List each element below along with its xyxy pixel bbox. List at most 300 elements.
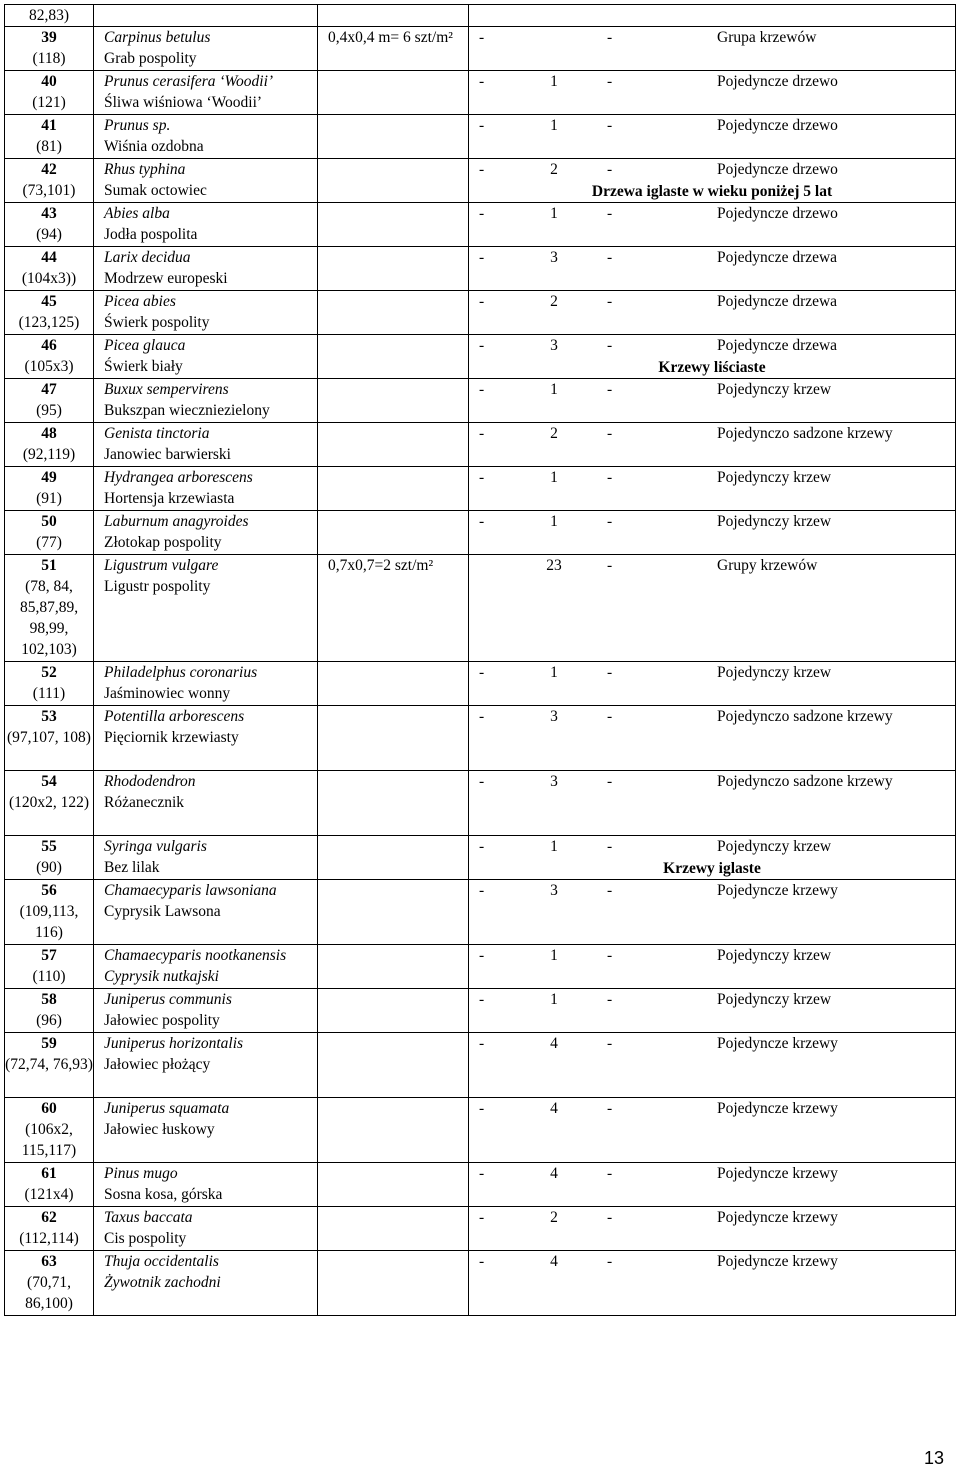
species-cell [94,511,318,555]
item-references: (110) [32,968,66,985]
description-line [469,247,955,268]
description-cell [469,247,956,291]
dash-marker: - [607,29,613,46]
number-cell [5,335,94,379]
number-cell [5,1207,94,1251]
polish-name: Jałowiec płożący [104,1056,211,1073]
item-count: 4 [550,1253,558,1270]
item-number: 54 [41,773,57,790]
number-cell [5,836,94,880]
item-count: 1 [550,205,558,222]
item-references: (112,114) [19,1230,79,1247]
planting-description: Pojedyncze krzewy [717,1100,838,1117]
table-row [5,1163,956,1207]
quantity-cell [318,706,469,771]
description-line [469,71,955,92]
item-number: 43 [41,205,57,222]
description-cell [469,115,956,159]
polish-name: Bukszpan wieczniezielony [104,402,270,419]
table-row [5,467,956,511]
description-line [469,555,955,576]
number-cell [5,291,94,335]
planting-description: Pojedyncze drzewo [717,161,838,178]
quantity-cell [318,1207,469,1251]
quantity-cell [318,1251,469,1316]
table-row [5,291,956,335]
quantity-cell [318,662,469,706]
quantity-cell [318,291,469,335]
polish-name: Cis pospolity [104,1230,187,1247]
species-cell [94,247,318,291]
latin-name: Larix decidua [104,249,191,266]
dash-marker: - [479,882,485,899]
planting-description: Pojedyncze krzewy [717,1165,838,1182]
number-cell [5,1098,94,1163]
item-references: (94) [36,226,62,243]
number-cell [5,159,94,203]
dash-marker: - [479,1100,485,1117]
item-count: 2 [550,293,558,310]
species-cell [94,203,318,247]
table-row [5,335,956,379]
latin-name: Juniperus communis [104,991,232,1008]
polish-name: Jodła pospolita [104,226,198,243]
dash-marker: - [479,838,485,855]
quantity-cell [318,880,469,945]
number-cell [5,379,94,423]
description-cell [469,989,956,1033]
species-cell [94,989,318,1033]
dash-marker: - [607,838,613,855]
table-row [5,989,956,1033]
planting-description: Pojedynczy krzew [717,991,832,1008]
species-cell [94,467,318,511]
dash-marker: - [479,1035,485,1052]
quantity-cell [318,771,469,836]
number-cell [5,423,94,467]
item-count: 3 [550,882,558,899]
polish-name: Śliwa wiśniowa ‘Woodii’ [104,94,263,111]
species-table [4,4,956,1316]
number-cell [5,1251,94,1316]
item-count: 23 [546,557,562,574]
dash-marker: - [479,947,485,964]
polish-name: Cyprysik Lawsona [104,903,221,920]
dash-marker: - [607,773,613,790]
description-cell [469,1163,956,1207]
item-references: (72,74, 76,93) [5,1056,93,1073]
dash-marker: - [607,947,613,964]
item-number: 47 [41,381,57,398]
species-cell [94,335,318,379]
section-header: Drzewa iglaste w wieku poniżej 5 lat [591,183,833,200]
table-row [5,706,956,771]
latin-name: Picea abies [104,293,176,310]
number-cell [5,203,94,247]
description-line [469,706,955,727]
dash-marker: - [607,249,613,266]
planting-description: Pojedynczy krzew [717,469,832,486]
item-number: 45 [41,293,57,310]
species-cell [94,159,318,203]
item-number: 44 [41,249,57,266]
dash-marker: - [479,513,485,530]
dash-marker: - [479,991,485,1008]
table-row [5,1251,956,1316]
dash-marker: - [607,1100,613,1117]
latin-name: Taxus baccata [104,1209,193,1226]
table-row [5,203,956,247]
table-row [5,662,956,706]
quantity-cell [318,159,469,203]
quantity-cell [318,836,469,880]
section-header: Krzewy iglaste [663,860,761,877]
planting-description: Pojedyncze krzewy [717,1253,838,1270]
description-cell [469,1098,956,1163]
description-line [469,989,955,1010]
species-cell [94,71,318,115]
species-cell [94,1207,318,1251]
description-cell [469,27,956,71]
table-row [5,423,956,467]
quantity-cell [318,467,469,511]
dash-marker: - [479,293,485,310]
number-cell [5,71,94,115]
dash-marker: - [607,205,613,222]
polish-name: Jałowiec łuskowy [104,1121,215,1138]
table-row [5,945,956,989]
description-cell [469,1251,956,1316]
polish-name: Hortensja krzewiasta [104,490,235,507]
species-cell [94,555,318,662]
number-cell [5,706,94,771]
dash-marker: - [607,337,613,354]
description-line [469,467,955,488]
item-number: 48 [41,425,57,442]
item-number: 56 [41,882,57,899]
item-number: 53 [41,708,57,725]
dash-marker: - [479,73,485,90]
latin-name: Rhus typhina [104,161,186,178]
polish-name: Sumak octowiec [104,182,207,199]
description-line [469,115,955,136]
dash-marker: - [479,664,485,681]
number-cell [5,27,94,71]
species-cell [94,1033,318,1098]
latin-name: Picea glauca [104,337,186,354]
description-line [469,159,955,180]
quantity-cell [318,423,469,467]
planting-description: Pojedynczy krzew [717,513,832,530]
latin-name: Ligustrum vulgare [104,557,219,574]
dash-marker: - [607,293,613,310]
item-references: (91) [36,490,62,507]
polish-name: Złotokap pospolity [104,534,222,551]
table-row [5,1098,956,1163]
latin-name: Prunus cerasifera ‘Woodii’ [104,73,274,90]
polish-name: Jałowiec pospolity [104,1012,220,1029]
item-references: (90) [36,859,62,876]
latin-name: Chamaecyparis nootkanensis [104,947,287,964]
polish-name: Świerk pospolity [104,314,210,331]
page-number: 13 [923,1448,944,1468]
description-cell [469,423,956,467]
description-line [469,1033,955,1054]
species-cell [94,836,318,880]
dash-marker: - [479,1165,485,1182]
polish-name: Janowiec barwierski [104,446,231,463]
dash-marker: - [607,513,613,530]
table-row [5,71,956,115]
item-number: 58 [41,991,57,1008]
description-cell [469,771,956,836]
number-cell [5,989,94,1033]
item-references: (77) [36,534,62,551]
description-cell [469,335,956,379]
description-line [469,379,955,400]
description-cell [469,555,956,662]
quantity-cell [318,379,469,423]
latin-name: Genista tinctoria [104,425,210,442]
item-references: (78, 84, 85,87,89, 98,99, 102,103) [19,578,79,658]
dash-marker: - [607,664,613,681]
number-cell [5,555,94,662]
species-cell [94,771,318,836]
description-cell [469,706,956,771]
latin-name: Pinus mugo [104,1165,178,1182]
latin-name: Hydrangea arborescens [104,469,253,486]
planting-description: Grupy krzewów [717,557,818,574]
item-count: 1 [550,513,558,530]
latin-name: Prunus sp. [104,117,171,134]
planting-description: Pojedyncze drzewa [717,249,838,266]
species-cell-empty [94,5,318,27]
number-cell [5,467,94,511]
planting-description: Pojedynczo sadzone krzewy [717,425,893,442]
item-references: (70,71, 86,100) [25,1274,73,1312]
species-cell [94,1251,318,1316]
description-line [469,511,955,532]
planting-description: Pojedyncze drzewo [717,205,838,222]
description-cell-empty [469,5,956,27]
description-line [469,335,955,356]
item-number: 62 [41,1209,57,1226]
species-cell [94,115,318,159]
item-count: 1 [550,469,558,486]
description-cell [469,662,956,706]
table-row-fragment [5,5,956,27]
dash-marker: - [479,337,485,354]
species-cell [94,945,318,989]
polish-name: Ligustr pospolity [104,578,211,595]
polish-name: Bez lilak [104,859,160,876]
description-line [469,836,955,857]
item-references: (73,101) [22,182,76,199]
table-row [5,555,956,662]
table-row [5,247,956,291]
item-number: 42 [41,161,57,178]
item-references: (106x2, 115,117) [21,1121,77,1159]
description-cell [469,1033,956,1098]
item-number: 51 [41,557,57,574]
species-cell [94,1098,318,1163]
polish-name: Żywotnik zachodni [104,1274,221,1291]
description-cell [469,467,956,511]
planting-description: Grupa krzewów [717,29,817,46]
species-cell [94,662,318,706]
quantity-cell-empty [318,5,469,27]
quantity-cell [318,247,469,291]
description-cell [469,511,956,555]
planting-description: Pojedynczo sadzone krzewy [717,773,893,790]
item-number: 46 [41,337,57,354]
planting-description: Pojedynczo sadzone krzewy [717,708,893,725]
description-cell [469,203,956,247]
quantity-cell [318,511,469,555]
latin-name: Potentilla arborescens [104,708,245,725]
latin-name: Philadelphus coronarius [104,664,258,681]
dash-marker: - [607,1253,613,1270]
quantity-cell [318,1033,469,1098]
quantity-cell: 0,7x0,7=2 szt/m² [318,555,469,662]
species-cell [94,379,318,423]
description-line [469,423,955,444]
polish-name: Grab pospolity [104,50,197,67]
table-row [5,511,956,555]
number-cell [5,247,94,291]
planting-description: Pojedynczy krzew [717,381,832,398]
species-cell [94,423,318,467]
number-cell-fragment: 82,83) [5,5,94,27]
item-number: 50 [41,513,57,530]
dash-marker: - [607,708,613,725]
item-count: 1 [550,73,558,90]
latin-name: Thuja occidentalis [104,1253,219,1270]
dash-marker: - [607,1209,613,1226]
quantity-cell [318,71,469,115]
latin-name: Laburnum anagyroides [104,513,249,530]
item-references: (95) [36,402,62,419]
latin-name: Carpinus betulus [104,29,211,46]
item-references: (105x3) [24,358,74,375]
item-count: 2 [550,425,558,442]
item-count: 3 [550,337,558,354]
item-count: 1 [550,838,558,855]
number-cell [5,1163,94,1207]
species-cell [94,706,318,771]
dash-marker: - [479,1253,485,1270]
item-number: 63 [41,1253,57,1270]
quantity-cell [318,989,469,1033]
item-count: 4 [550,1100,558,1117]
dash-marker: - [479,381,485,398]
item-references: (97,107, 108) [7,729,91,746]
dash-marker: - [479,425,485,442]
item-references: (92,119) [22,446,76,463]
latin-name: Chamaecyparis lawsoniana [104,882,277,899]
description-line [469,1163,955,1184]
item-references: (96) [36,1012,62,1029]
description-line [469,203,955,224]
quantity-cell [318,203,469,247]
item-number: 39 [41,29,57,46]
description-cell [469,291,956,335]
polish-name: Różanecznik [104,794,185,811]
dash-marker: - [479,1209,485,1226]
table-row [5,159,956,203]
dash-marker: - [607,161,613,178]
table-row [5,379,956,423]
item-references: (111) [32,685,66,702]
item-count: 1 [550,664,558,681]
item-count: 1 [550,947,558,964]
polish-name: Cyprysik nutkajski [104,968,219,985]
latin-name: Abies alba [104,205,170,222]
dash-marker [469,555,519,576]
description-line [469,662,955,683]
number-cell [5,880,94,945]
dash-marker: - [607,991,613,1008]
table-row [5,836,956,880]
item-count: 3 [550,249,558,266]
quantity-cell [318,945,469,989]
item-references: (121) [32,94,66,111]
description-cell [469,836,956,880]
dash-marker: - [479,117,485,134]
dash-marker: - [607,73,613,90]
species-cell [94,27,318,71]
description-line [469,880,955,901]
quantity-cell [318,335,469,379]
latin-name: Buxux sempervirens [104,381,229,398]
polish-name: Sosna kosa, górska [104,1186,223,1203]
planting-description: Pojedyncze drzewo [717,117,838,134]
dash-marker: - [479,773,485,790]
number-cell [5,771,94,836]
item-number: 52 [41,664,57,681]
dash-marker: - [607,469,613,486]
number-cell [5,511,94,555]
species-cell [94,1163,318,1207]
table-row [5,1207,956,1251]
dash-marker: - [479,708,485,725]
item-references: (109,113, 116) [19,903,79,941]
item-count: 1 [550,381,558,398]
description-line [469,945,955,966]
item-count: 4 [550,1035,558,1052]
dash-marker: - [607,557,613,574]
item-count: 1 [550,991,558,1008]
quantity-cell [318,1163,469,1207]
quantity-cell: 0,4x0,4 m= 6 szt/m² [318,27,469,71]
planting-description: Pojedyncze drzewa [717,337,838,354]
item-number: 59 [41,1035,57,1052]
dash-marker: - [607,1035,613,1052]
polish-name: Jaśminowiec wonny [104,685,231,702]
description-line [469,291,955,312]
species-cell [94,291,318,335]
item-references: (121x4) [24,1186,74,1203]
item-count: 3 [550,708,558,725]
latin-name: Juniperus horizontalis [104,1035,244,1052]
planting-description: Pojedyncze krzewy [717,1209,838,1226]
dash-marker: - [479,249,485,266]
description-line [469,1098,955,1119]
item-count: 1 [550,117,558,134]
table-row [5,1033,956,1098]
species-cell [94,880,318,945]
item-count: 4 [550,1165,558,1182]
